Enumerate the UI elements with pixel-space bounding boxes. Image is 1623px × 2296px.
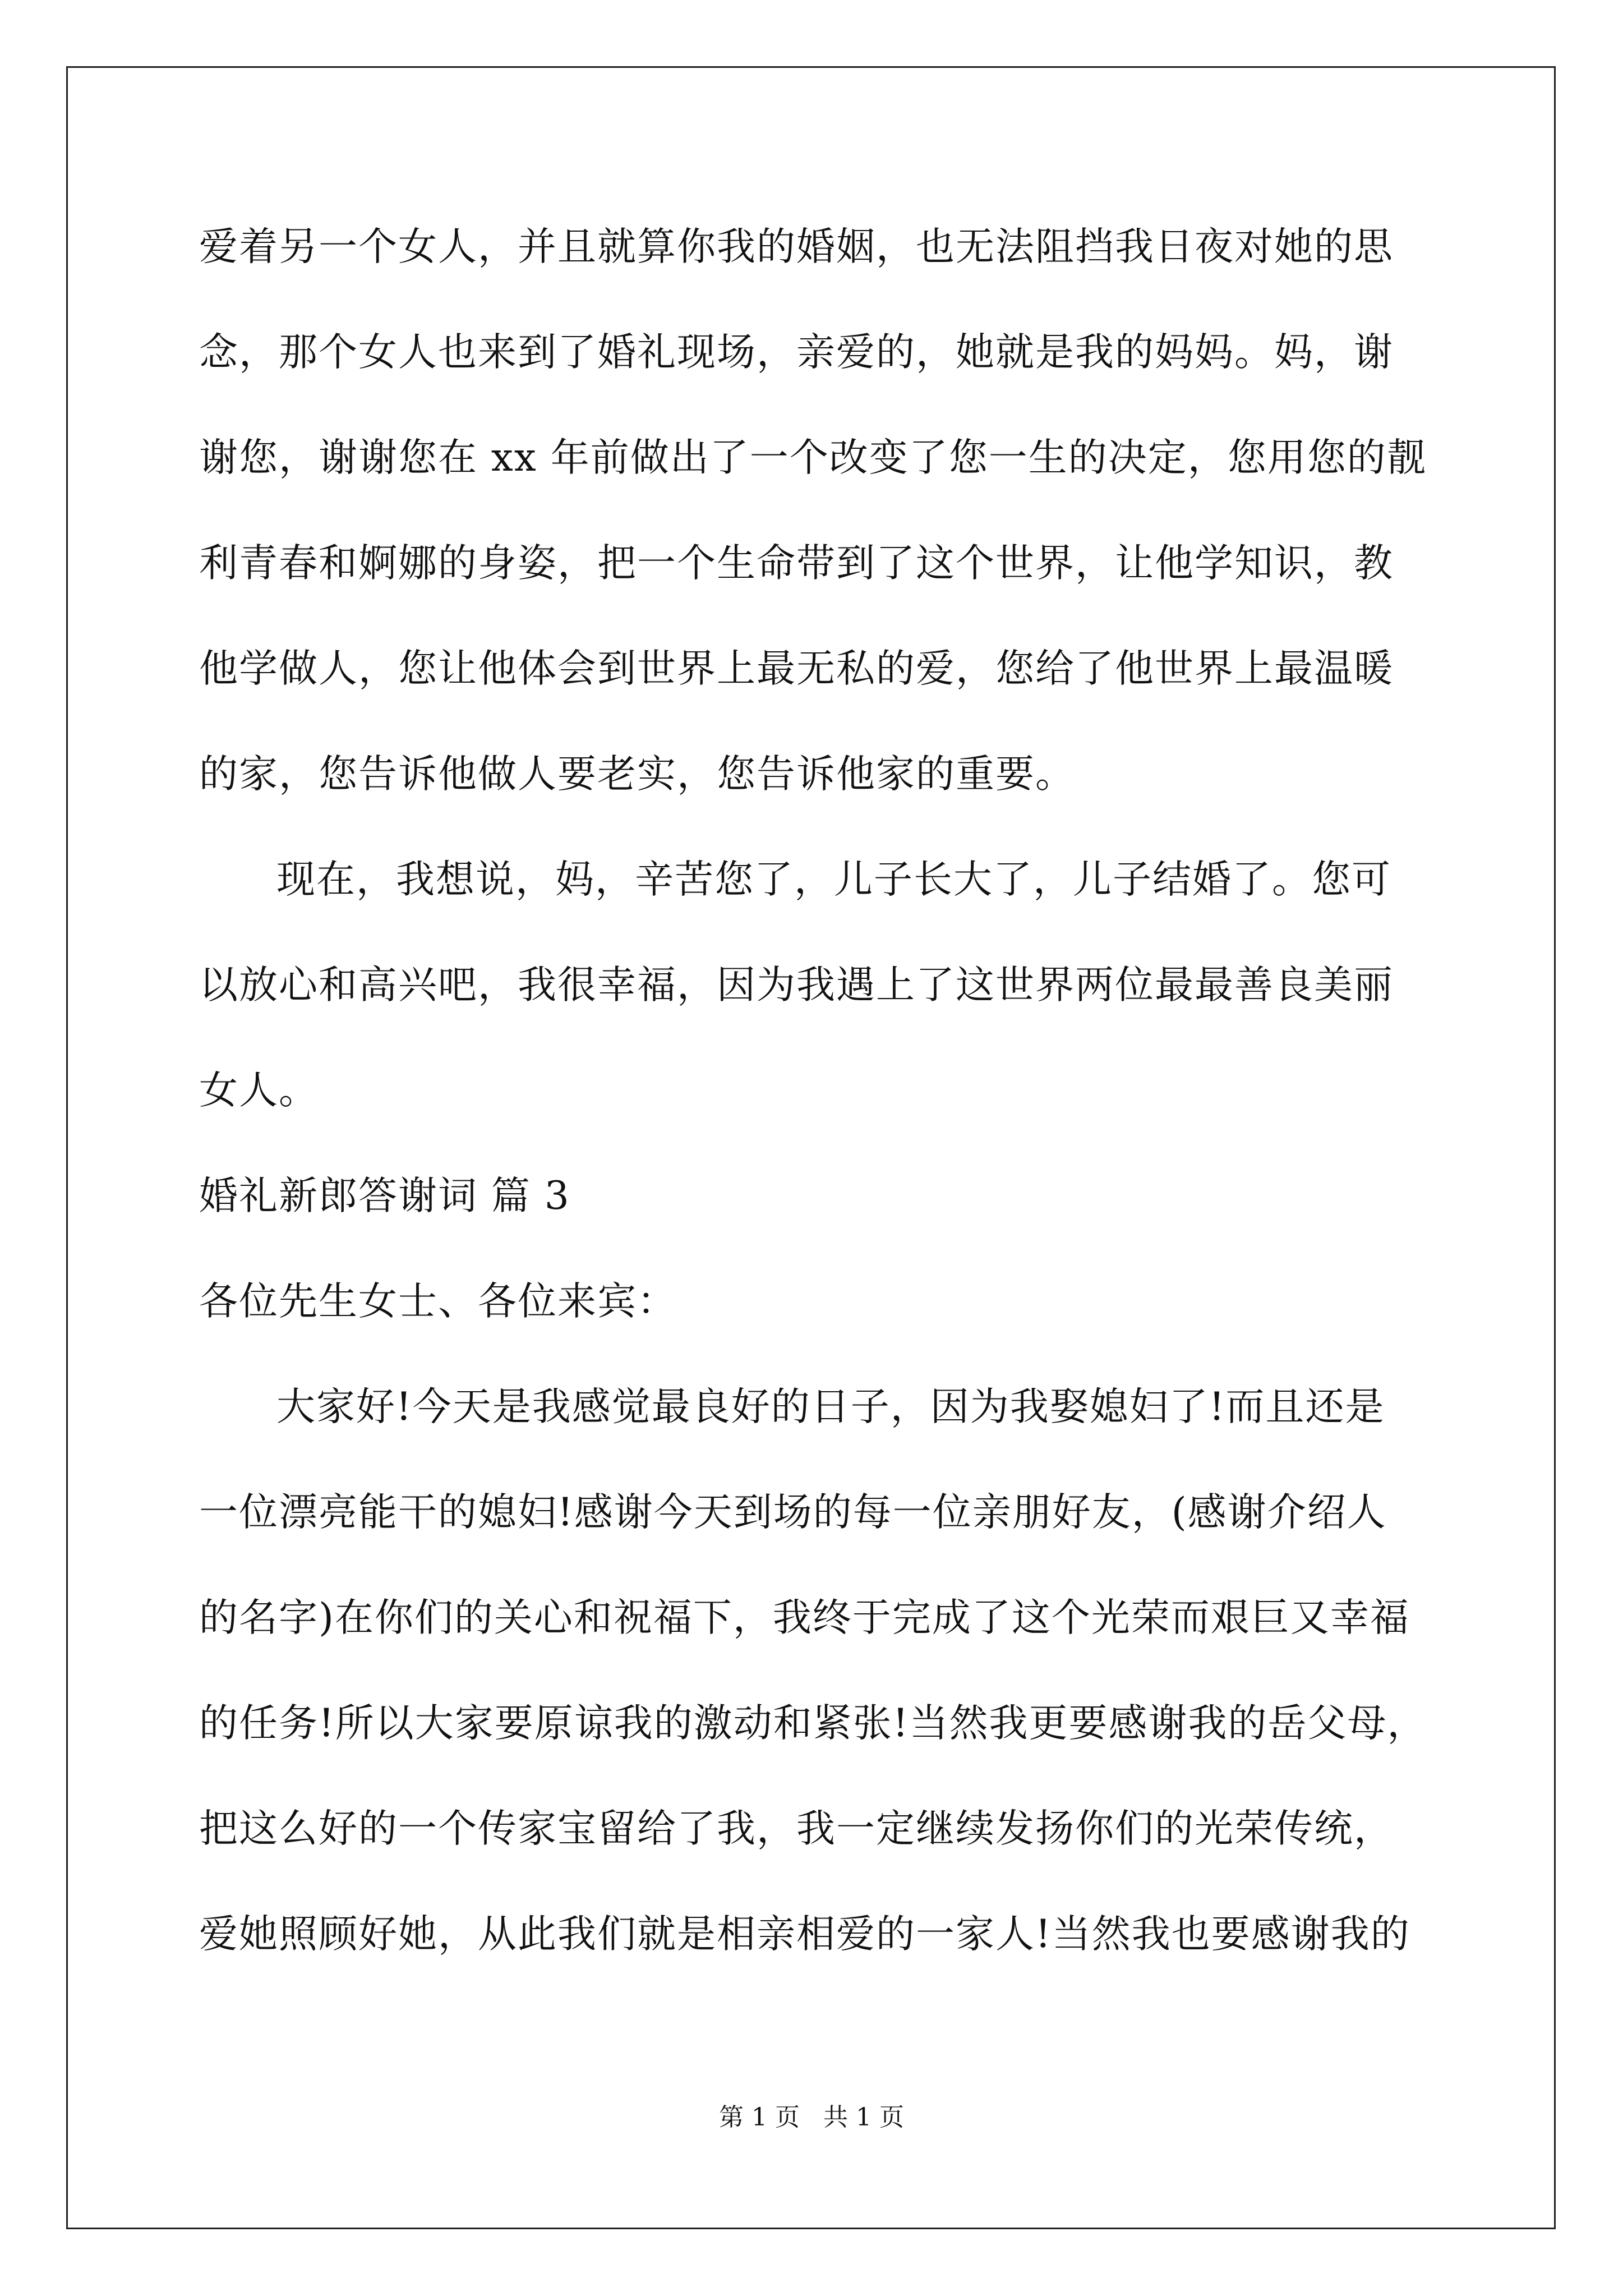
text-line: 利青春和婀娜的身姿，把一个生命带到了这个世界，让他学知识，教 <box>199 541 1394 586</box>
text-line: 谢您，谢谢您在 xx 年前做出了一个改变了您一生的决定，您用您的靓 <box>199 435 1427 480</box>
text-line: 的任务!所以大家要原谅我的激动和紧张!当然我更要感谢我的岳父母， <box>199 1701 1427 1746</box>
text-line: 把这么好的一个传家宝留给了我，我一定继续发扬你们的光荣传统， <box>199 1806 1394 1851</box>
text-line: 他学做人，您让他体会到世界上最无私的爱，您给了他世界上最温暖 <box>199 646 1394 691</box>
text-line: 的名字)在你们的关心和祝福下，我终于完成了这个光荣而艰巨又幸福 <box>199 1595 1410 1640</box>
section-heading: 婚礼新郎答谢词 篇 3 <box>199 1174 570 1218</box>
text-line: 爱她照顾好她，从此我们就是相亲相爱的一家人!当然我也要感谢我的 <box>199 1912 1410 1957</box>
paragraph-first-line: 大家好!今天是我感觉最良好的日子，因为我娶媳妇了!而且还是 <box>276 1384 1385 1429</box>
text-line: 以放心和高兴吧，我很幸福，因为我遇上了这世界两位最最善良美丽 <box>199 963 1394 1007</box>
paragraph-first-line: 现在，我想说，妈，辛苦您了，儿子长大了，儿子结婚了。您可 <box>276 857 1391 902</box>
text-line: 一位漂亮能干的媳妇!感谢今天到场的每一位亲朋好友，(感谢介绍人 <box>199 1490 1387 1535</box>
page-number-footer: 第 1 页 共 1 页 <box>719 2103 904 2132</box>
text-line: 女人。 <box>199 1068 319 1113</box>
text-line: 念，那个女人也来到了婚礼现场，亲爱的，她就是我的妈妈。妈，谢 <box>199 330 1394 375</box>
salutation: 各位先生女士、各位来宾： <box>199 1279 677 1324</box>
text-line: 的家，您告诉他做人要老实，您告诉他家的重要。 <box>199 752 1075 797</box>
text-line: 爱着另一个女人，并且就算你我的婚姻，也无法阻挡我日夜对她的思 <box>199 224 1394 269</box>
